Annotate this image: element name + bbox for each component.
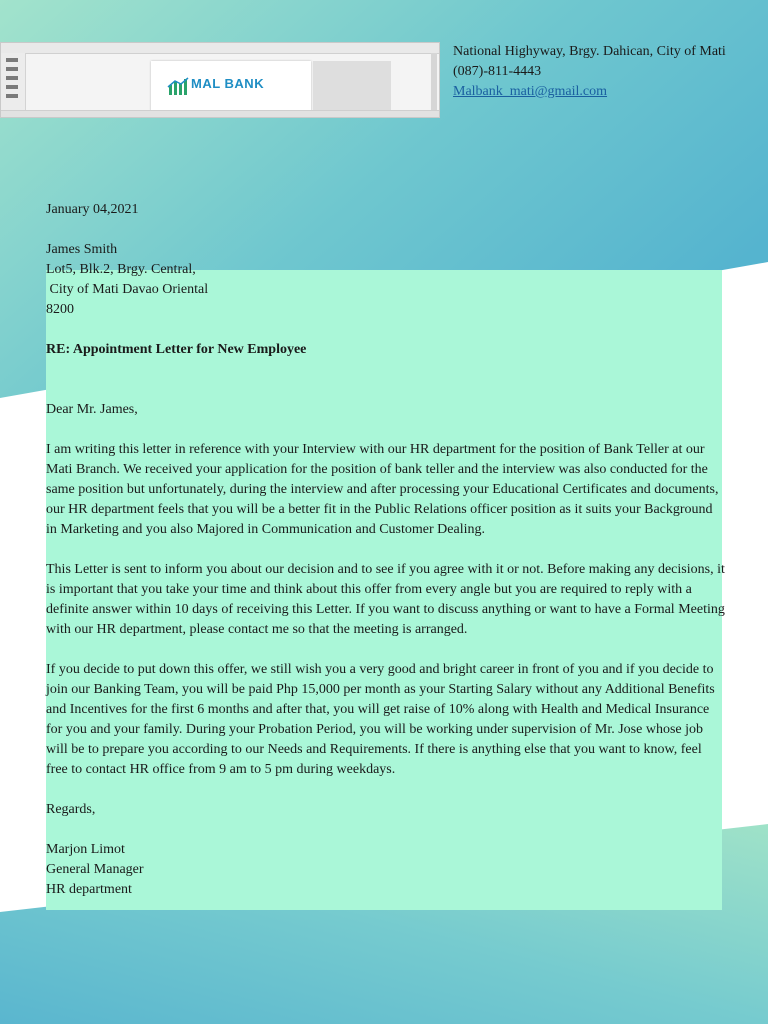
letter-paragraph-2: This Letter is sent to inform you about our decision and to see if you agree with it or not. Before making any decisions, it is important that you take your time and think about this offer from every angle but you are required to reply with a definite answer within 10 days of receiving this Letter. If you want to discuss anything or want to have a Formal Meeting with our HR department, please contact me so that the meeting is arranged. [46, 562, 725, 637]
image-scrollbar [431, 53, 437, 113]
letter [46, 200, 726, 900]
recipient-name: James Smith [46, 242, 118, 257]
logo-text: MAL BANK [191, 76, 265, 91]
recipient-zip: 8200 [46, 302, 74, 317]
signature-name: Marjon Limot [46, 842, 125, 857]
image-page [151, 61, 311, 111]
signature-title: General Manager [46, 862, 144, 877]
letter-date: January 04,2021 [46, 202, 139, 217]
letter-subject: RE: Appointment Letter for New Employee [46, 342, 307, 357]
sender-email-link[interactable]: Malbank_mati@gmail.com [453, 84, 608, 99]
sender-address: National Highyway, Brgy. Dahican, City of Mati [453, 44, 726, 59]
letter-closing: Regards, [46, 802, 96, 817]
header-logo-image [0, 42, 440, 118]
signature-department: HR department [46, 882, 132, 897]
image-panel [313, 61, 391, 111]
letter-paragraph-1: I am writing this letter in reference with your Interview with our HR department for the position of Bank Teller at our Mati Branch. We received your application for the position of bank teller and the interview was also conducted for the same position but unfortunately, during the interview and after processing your Educational Certificates and documents, our HR department feels that you will be a better fit in the Public Relations officer position as it suits your Background in Marketing and you also Majored in Communication and Customer Dealing. [46, 442, 719, 537]
sender-phone: (087)-811-4443 [453, 64, 542, 79]
image-sidebar [1, 53, 26, 113]
recipient-address-line2: City of Mati Davao Oriental [46, 282, 209, 297]
recipient-address-line1: Lot5, Blk.2, Brgy. Central, [46, 262, 196, 277]
image-statusbar [1, 110, 440, 117]
letter-paragraph-3: If you decide to put down this offer, we still wish you a very good and bright career in front of you and if you decide to join our Banking Team, you will be paid Php 15,000 per month as your Starting Salary without any Additional Benefits and Incentives for the first 6 months and after that, you will get raise of 10% along with Health and Medical Insurance for you and your family. During your Probation Period, you will be working under supervision of Mr. Jose whose job will be to prepare you according to our Needs and Requirements. If there is anything else that you want to know, feel free to contact HR office from 9 am to 5 pm during weekdays. [46, 662, 715, 777]
sender-address-block [453, 42, 753, 102]
letter-salutation: Dear Mr. James, [46, 402, 138, 417]
image-ribbon [1, 43, 440, 54]
